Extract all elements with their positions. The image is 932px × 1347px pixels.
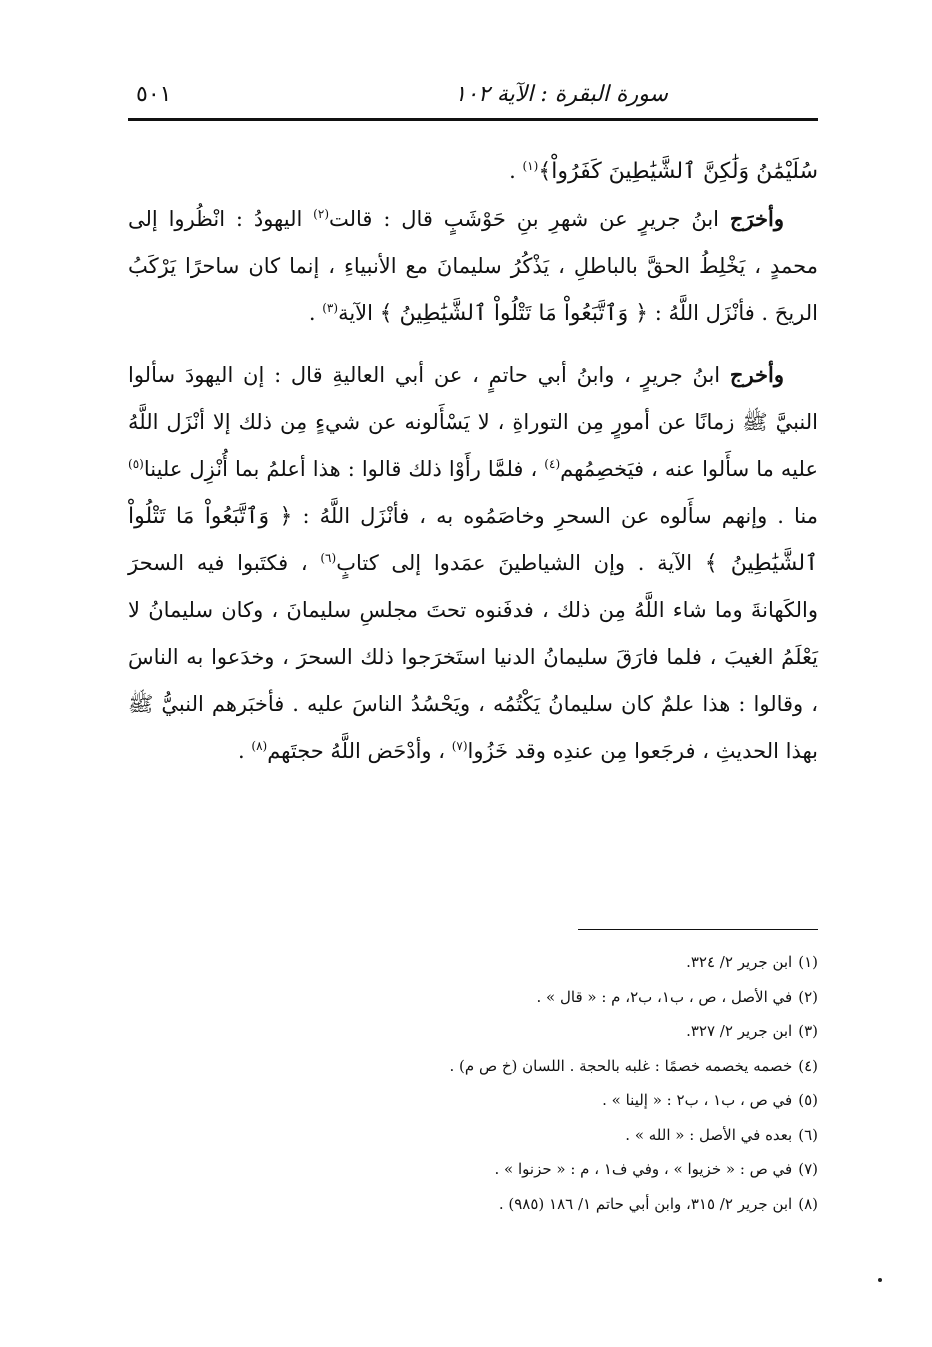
footnote-separator — [578, 929, 818, 930]
text-span: ابنُ جريرٍ عن شهرِ بنِ حَوْشَبٍ قال : قالت — [329, 207, 730, 231]
text-span: . — [509, 159, 523, 183]
text-span: . — [308, 301, 323, 325]
footnote-ref-6[interactable]: (٦) — [320, 551, 337, 565]
footnote-text: بعده في الأصل : « الله » . — [625, 1125, 793, 1144]
page-number: ٥٠١ — [136, 82, 172, 107]
footnote-number: (٧) — [798, 1160, 818, 1178]
text-span: منا . وإنهم سأَلوه عن السحرِ وخاصَمُوه به ، فأنْزَل اللَّهُ : — [292, 504, 818, 528]
footnote-item — [128, 1152, 818, 1187]
footnote-item — [128, 945, 818, 980]
page-header — [128, 82, 818, 118]
footnote-ref-4[interactable]: (٤) — [544, 457, 561, 471]
footnote-ref-2[interactable]: (٢) — [313, 207, 329, 221]
quran-quote: سُلَيْمَٰنُ وَلَٰكِنَّ ٱلشَّيَٰطِينَ كَفَرُواْ﴾ — [538, 159, 818, 184]
scan-speck — [878, 1278, 882, 1282]
paragraph-lead: وأخرَج — [729, 206, 784, 231]
footnote-ref-7[interactable]: (٧) — [451, 739, 468, 753]
header-rule — [128, 118, 818, 121]
footnote-ref-1[interactable]: (١) — [522, 159, 539, 173]
footnote-number: (١) — [798, 953, 818, 971]
quran-quote: ﴿ وَٱتَّبَعُواْ مَا تَتْلُواْ ٱلشَّيَٰطِينُ ﴾ — [128, 504, 818, 576]
footnote-number: (٣) — [798, 1022, 818, 1040]
text-span: ، فلمَّا رأَوْا ذلك قالوا : هذا أعلمُ بما أُنْزِل علينا — [143, 457, 545, 481]
footnote-number: (٢) — [798, 987, 818, 1006]
verse-continuation — [128, 148, 818, 195]
footnote-item — [128, 1187, 818, 1222]
footnote-number: (٤) — [798, 1056, 818, 1075]
footnote-text: ابن جرير ٢/ ٣٢٤. — [686, 953, 793, 971]
footnote-ref-8[interactable]: (٨) — [251, 739, 268, 753]
footnote-text: في ص : « خزيوا » ، وفي ف١ ، م : « حزنوا » . — [494, 1160, 793, 1178]
footnote-ref-5[interactable]: (٥) — [128, 457, 144, 471]
footnote-item — [128, 1118, 818, 1153]
main-text — [128, 148, 818, 775]
text-span: الآية — [338, 301, 380, 325]
text-span: ، فكتَبوا فيه السحرَ والكَهانةَ وما شاء اللَّهُ مِن ذلك ، فدفَنوه تحتَ مجلسِ سليمانَ ، وكان سليمانُ لا يَعْلَمُ الغيبَ ، فلما فارَقَ سليمانُ الدنيا استَخرَجوا ذلك السحرَ ، وخدَعوا به الناسَ ، وقالوا : هذا علمٌ كان سليمانُ يَكْتُمُه ، ويَحْسُدُ الناسَ عليه . فأخبَرهم النبيُّ ﷺ بهذا الحديثِ ، فرجَعوا مِن عندِه وقد خَزُوا — [128, 551, 818, 763]
footnote-item — [128, 1014, 818, 1049]
footnote-text: ابن جرير ٢/ ٣٢٧. — [686, 1022, 793, 1040]
paragraph-1 — [128, 195, 818, 337]
quran-quote: ﴿ وَٱتَّبَعُواْ مَا تَتْلُواْ ٱلشَّيَٰطِينُ ﴾ — [379, 301, 649, 326]
text-span: ابنُ جريرٍ ، وابنُ أبي حاتمٍ ، عن أبي العاليةِ قال : إن اليهودَ سألوا النبيَّ ﷺ زمانًا عن أمورٍ مِن التوراةِ ، لا يَسْأَلونه عن شيءٍ مِن ذلك إلا أنْزَل اللَّهُ عليه ما سأَلوا عنه ، فيَخصِمُهم — [128, 363, 818, 481]
text-span: الآية . وإن الشياطينَ عمَدوا إلى كتابٍ — [336, 551, 705, 575]
text-span: . — [238, 739, 252, 763]
footnote-text: خصمه يخصمه خصمًا : غلبه بالحجة . اللسان (خ ص م) . — [449, 1056, 793, 1075]
paragraph-2 — [128, 351, 818, 775]
footnote-ref-3[interactable]: (٣) — [322, 301, 339, 315]
footnote-number: (٨) — [798, 1194, 818, 1213]
footnote-text: في ص ، ب١ ، ب٢ : « إلينا » . — [602, 1091, 793, 1109]
text-span: اليهودُ : انْظُروا إلى محمدٍ ، يَخْلِطُ الحقَّ بالباطلِ ، يَذْكُرُ سليمانَ مع الأنبياءِ ، إنما كان ساحرًا يَرْكَبُ الريحَ . فأنْزَل اللَّهُ : — [128, 207, 818, 325]
footnote-text: ابن جرير ٢/ ٣١٥، وابن أبي حاتم ١/ ١٨٦ (٩٨٥) . — [498, 1194, 793, 1213]
footnote-number: (٥) — [798, 1091, 818, 1109]
footnote-item — [128, 1049, 818, 1084]
footnote-text: في الأصل ، ص ، ب١، ب٢، م : « قال » . — [536, 987, 793, 1006]
footnote-number: (٦) — [798, 1125, 818, 1144]
text-span: ، وأدْحَض اللَّهُ حجتَهم — [267, 739, 452, 763]
footnotes — [128, 945, 818, 1221]
paragraph-lead: وأخرج — [729, 362, 784, 387]
running-title: سورة البقرة : الآية ١٠٢ — [454, 82, 668, 107]
footnote-item — [128, 980, 818, 1015]
footnote-item — [128, 1083, 818, 1118]
